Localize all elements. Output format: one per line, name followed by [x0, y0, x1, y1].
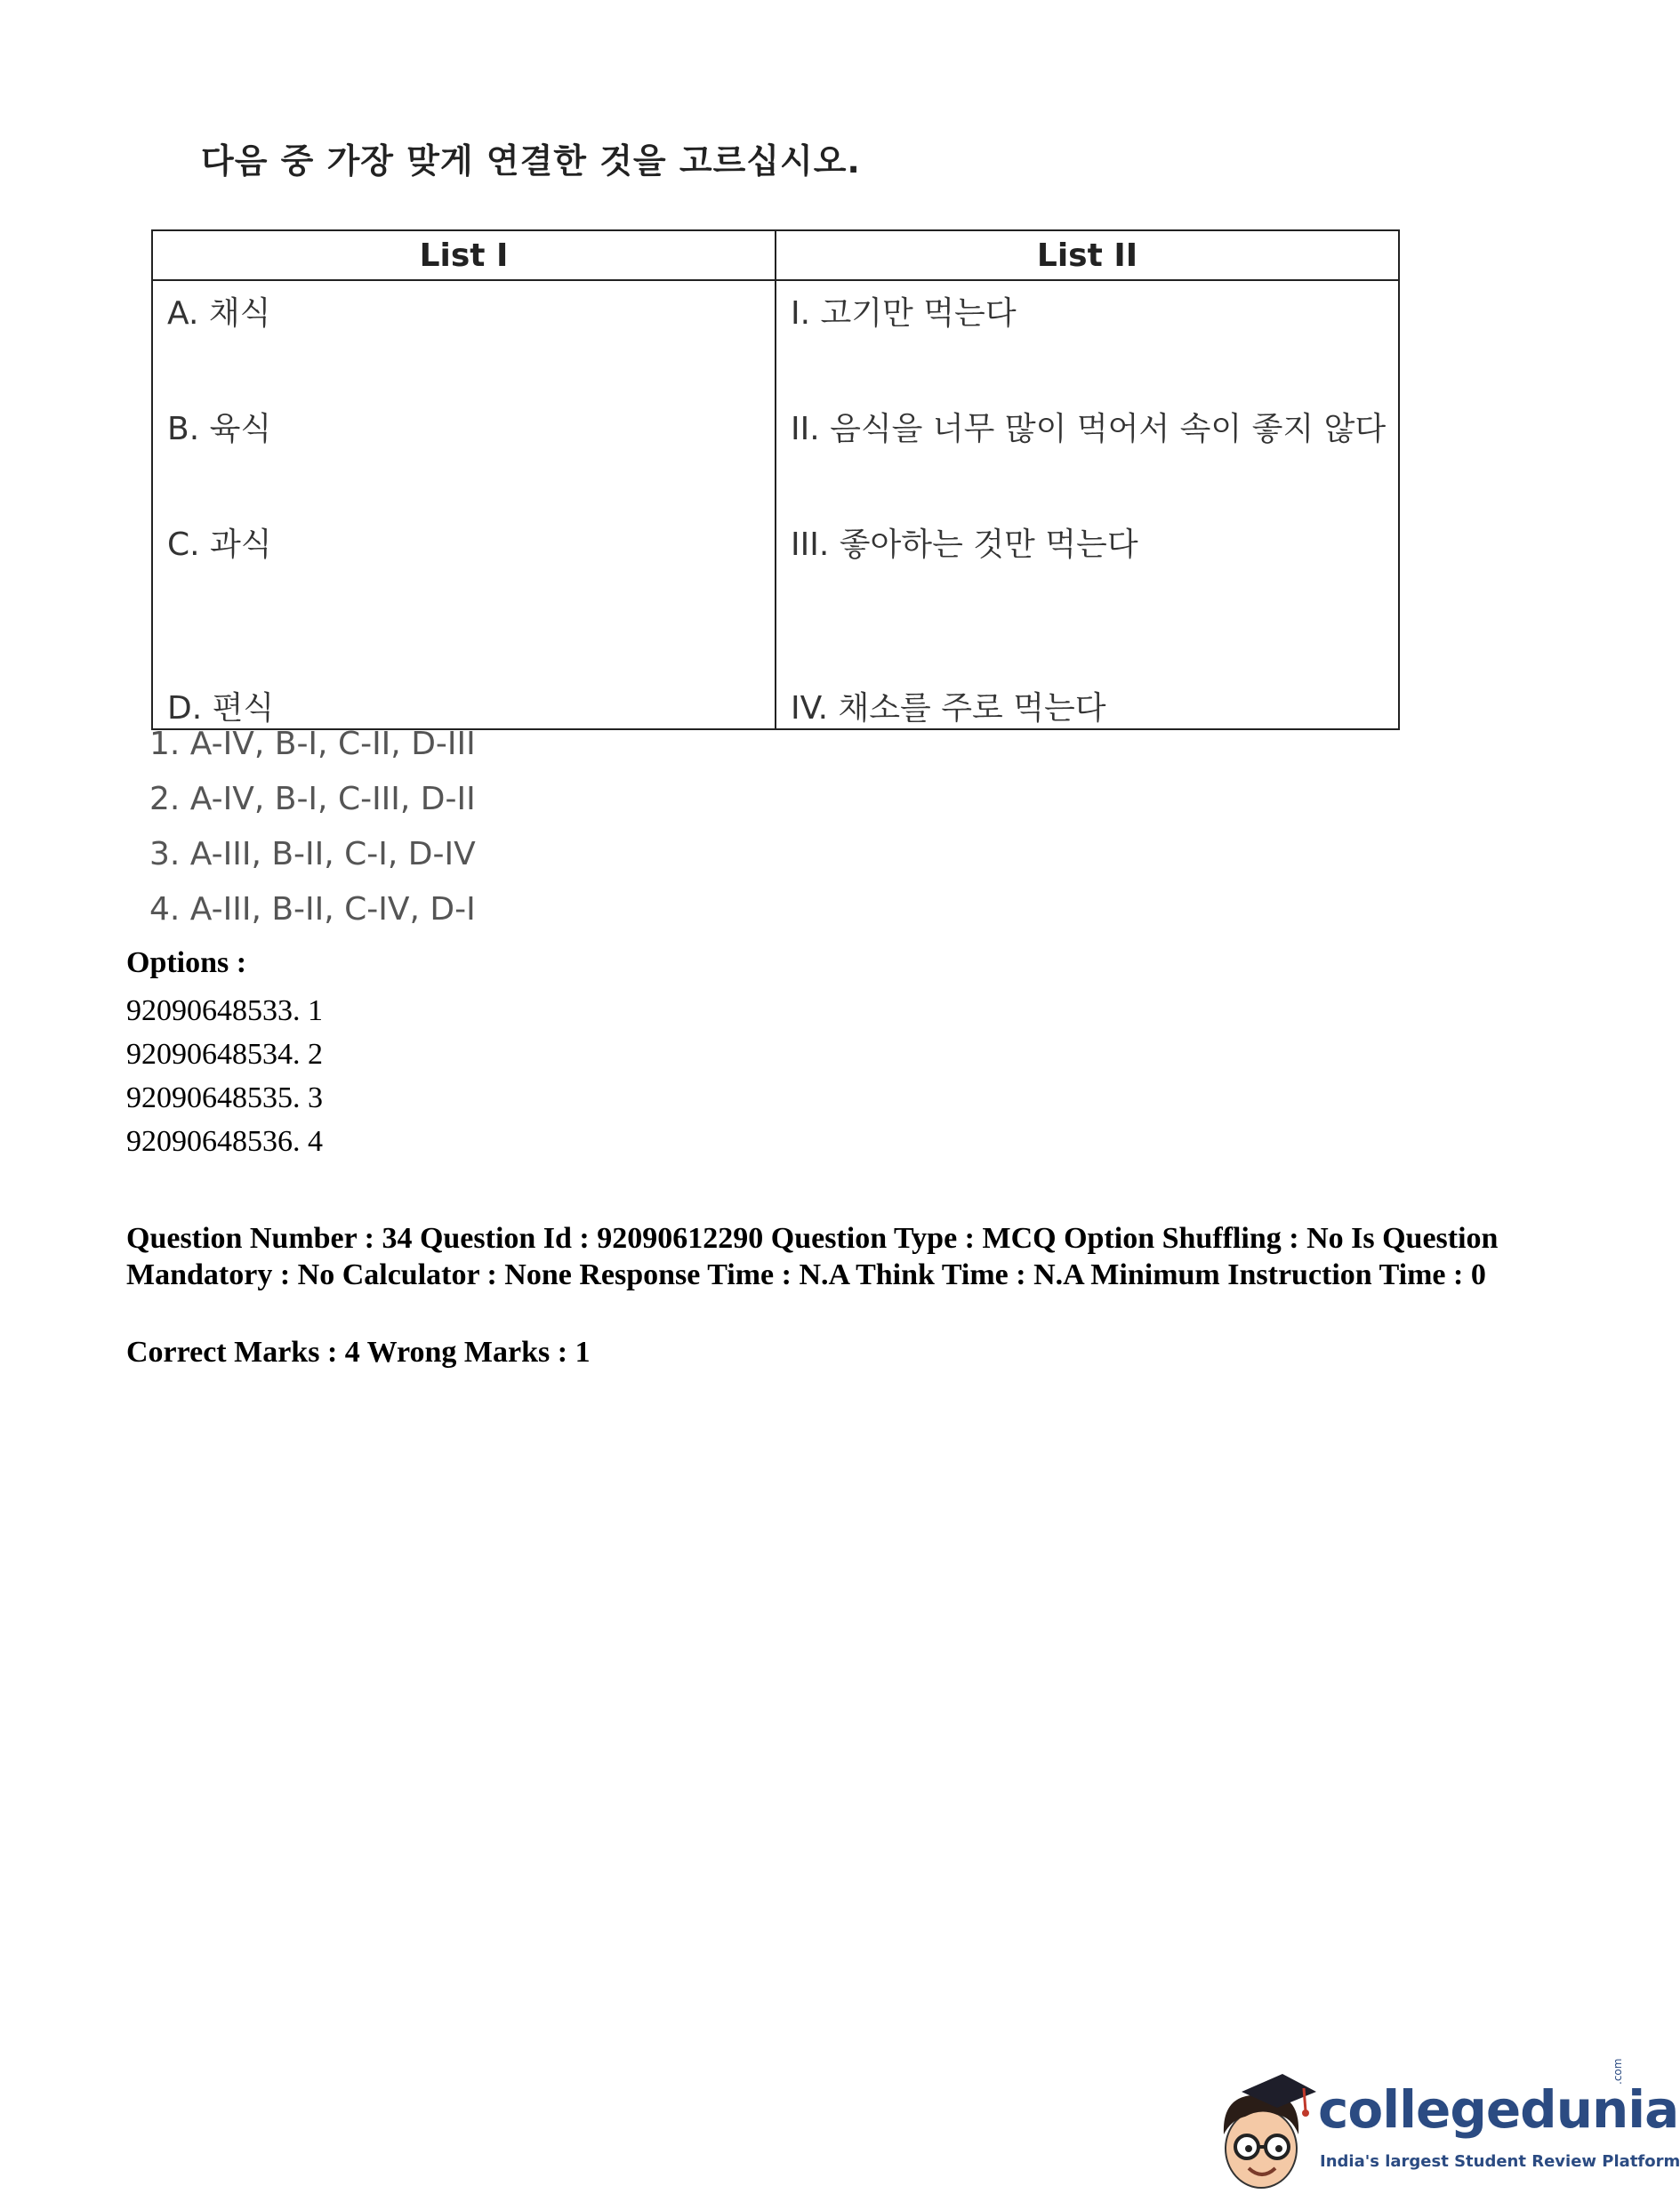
table-row: [152, 514, 1399, 630]
question-prompt: 다음 중 가장 맞게 연결한 것을 고르십시오.: [201, 141, 861, 181]
brand-suffix: .com: [1612, 2058, 1624, 2085]
list-2-header: List II: [776, 230, 1399, 280]
option-item: 92090648535. 3: [126, 1081, 323, 1114]
mascot-icon: [1206, 2072, 1322, 2193]
marks-info: Correct Marks : 4 Wrong Marks : 1: [126, 1336, 591, 1369]
table-row: [152, 280, 1399, 400]
brand-name: collegedunia: [1318, 2079, 1679, 2140]
list-1-cell: D. 편식: [152, 630, 776, 729]
table-row: [152, 400, 1399, 514]
brand-tagline: India's largest Student Review Platform: [1320, 2152, 1680, 2171]
list-1-cell: C. 과식: [152, 514, 776, 630]
list-1-cell: A. 채식: [152, 280, 776, 400]
list-1-header: List I: [152, 230, 776, 280]
collegedunia-logo[interactable]: [1206, 2058, 1680, 2193]
list-2-cell: III. 좋아하는 것만 먹는다: [776, 514, 1399, 630]
options-title: Options :: [126, 946, 247, 979]
option-item: 92090648536. 4: [126, 1125, 323, 1158]
answer-choice: 1. A-IV, B-I, C-II, D-III: [149, 726, 476, 762]
answer-choice: 4. A-III, B-II, C-IV, D-I: [149, 891, 476, 928]
answer-choice: 3. A-III, B-II, C-I, D-IV: [149, 836, 476, 872]
option-item: 92090648533. 1: [126, 994, 323, 1027]
list-2-cell: IV. 채소를 주로 먹는다: [776, 630, 1399, 729]
option-item: 92090648534. 2: [126, 1038, 323, 1071]
list-2-cell: I. 고기만 먹는다: [776, 280, 1399, 400]
table-row: [152, 630, 1399, 729]
matching-table: [151, 229, 1400, 730]
list-2-cell: II. 음식을 너무 많이 먹어서 속이 좋지 않다: [776, 400, 1399, 514]
question-metadata: Question Number : 34 Question Id : 92090612290 Question Type : MCQ Option Shuffling : No Is Question Mandatory : No Calculator : None Response Time : N.A Think Time : N.A Minimum Instruction Time : 0: [126, 1222, 1499, 1291]
list-1-cell: B. 육식: [152, 400, 776, 514]
answer-choice: 2. A-IV, B-I, C-III, D-II: [149, 781, 476, 817]
answer-choices: [149, 717, 476, 937]
options-list: [126, 989, 323, 1163]
table-header-row: [152, 230, 1399, 280]
